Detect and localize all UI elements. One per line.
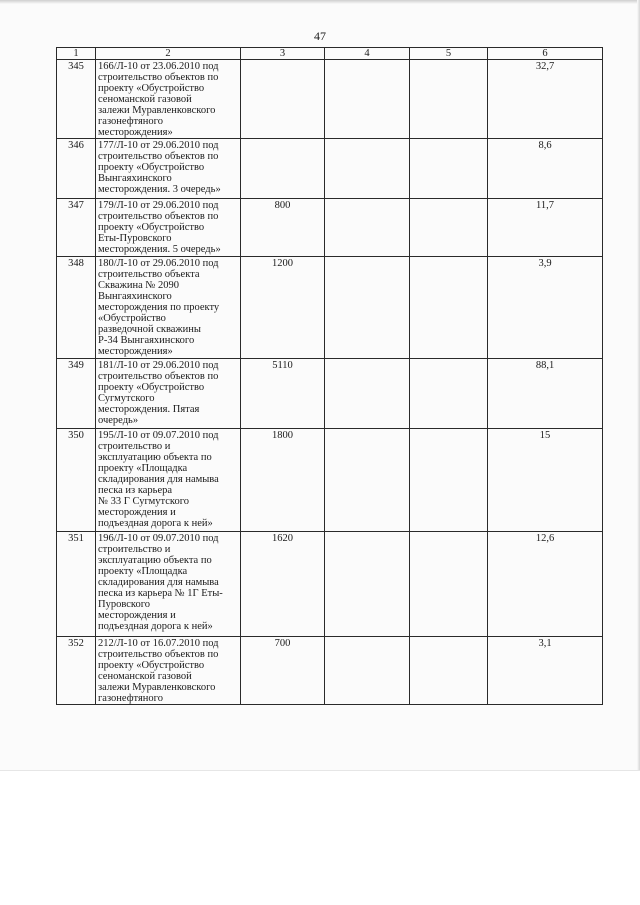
table-row	[57, 532, 603, 637]
row-col4-value	[325, 257, 410, 359]
row-col3-value	[241, 139, 325, 199]
table-row	[57, 359, 603, 429]
row-col6-value: 11,7	[488, 199, 603, 257]
table-row	[57, 139, 603, 199]
table-body	[57, 60, 603, 705]
row-col4-value	[325, 429, 410, 532]
row-number: 347	[57, 199, 96, 257]
table-header	[57, 48, 603, 60]
row-col3-value: 1200	[241, 257, 325, 359]
row-number: 352	[57, 637, 96, 705]
row-col5-value	[410, 532, 488, 637]
scan-top-edge	[0, 0, 640, 4]
table-row	[57, 429, 603, 532]
row-col6-value: 12,6	[488, 532, 603, 637]
row-col4-value	[325, 139, 410, 199]
row-number: 345	[57, 60, 96, 139]
row-col4-value	[325, 199, 410, 257]
row-col5-value	[410, 257, 488, 359]
register-table	[56, 47, 603, 705]
row-col3-value: 800	[241, 199, 325, 257]
row-col5-value	[410, 637, 488, 705]
row-col3-value: 1800	[241, 429, 325, 532]
page-number: 47	[314, 29, 326, 43]
row-number: 349	[57, 359, 96, 429]
column-header-2: 2	[96, 48, 241, 60]
table-row	[57, 637, 603, 705]
row-col4-value	[325, 637, 410, 705]
row-col3-value: 700	[241, 637, 325, 705]
row-description: 212/Л-10 от 16.07.2010 под строительство объектов по проекту «Обустройство сеноманской газовой залежи Муравленковского газонефтяного	[96, 637, 241, 705]
row-col6-value: 3,1	[488, 637, 603, 705]
row-number: 346	[57, 139, 96, 199]
row-description: 177/Л-10 от 29.06.2010 под строительство объектов по проекту «Обустройство Вынгаяхинского месторождения. 3 очередь»	[96, 139, 241, 199]
row-col4-value	[325, 60, 410, 139]
table-row	[57, 60, 603, 139]
row-col5-value	[410, 139, 488, 199]
row-col3-value: 1620	[241, 532, 325, 637]
row-col6-value: 32,7	[488, 60, 603, 139]
row-description: 181/Л-10 от 29.06.2010 под строительство объектов по проекту «Обустройство Сугмутского месторождения. Пятая очередь»	[96, 359, 241, 429]
table-row	[57, 199, 603, 257]
row-number: 350	[57, 429, 96, 532]
row-col4-value	[325, 532, 410, 637]
row-col3-value	[241, 60, 325, 139]
row-col6-value: 3,9	[488, 257, 603, 359]
row-col3-value: 5110	[241, 359, 325, 429]
row-col5-value	[410, 429, 488, 532]
row-col6-value: 8,6	[488, 139, 603, 199]
row-number: 348	[57, 257, 96, 359]
row-col5-value	[410, 199, 488, 257]
row-description: 196/Л-10 от 09.07.2010 под строительство и эксплуатацию объекта по проекту «Площадка складирования для намыва песка из карьера № 1Г Еты- Пуровского месторождения и подъездная дорога к ней»	[96, 532, 241, 637]
row-description: 179/Л-10 от 29.06.2010 под строительство объектов по проекту «Обустройство Еты-Пуровского месторождения. 5 очередь»	[96, 199, 241, 257]
column-header-1: 1	[57, 48, 96, 60]
row-number: 351	[57, 532, 96, 637]
row-description: 180/Л-10 от 29.06.2010 под строительство объекта Скважина № 2090 Вынгаяхинского месторождения по проекту «Обустройство разведочной скважины Р-34 Вынгаяхинского месторождения»	[96, 257, 241, 359]
table-row	[57, 257, 603, 359]
header-row	[57, 48, 603, 60]
row-description: 166/Л-10 от 23.06.2010 под строительство объектов по проекту «Обустройство сеноманской газовой залежи Муравленковского газонефтяного месторождения»	[96, 60, 241, 139]
row-description: 195/Л-10 от 09.07.2010 под строительство и эксплуатацию объекта по проекту «Площадка складирования для намыва песка из карьера № 33 Г Сугмутского месторождения и подъездная дорога к ней»	[96, 429, 241, 532]
row-col4-value	[325, 359, 410, 429]
row-col6-value: 88,1	[488, 359, 603, 429]
row-col5-value	[410, 359, 488, 429]
row-col5-value	[410, 60, 488, 139]
column-header-4: 4	[325, 48, 410, 60]
row-col6-value: 15	[488, 429, 603, 532]
column-header-5: 5	[410, 48, 488, 60]
column-header-3: 3	[241, 48, 325, 60]
column-header-6: 6	[488, 48, 603, 60]
